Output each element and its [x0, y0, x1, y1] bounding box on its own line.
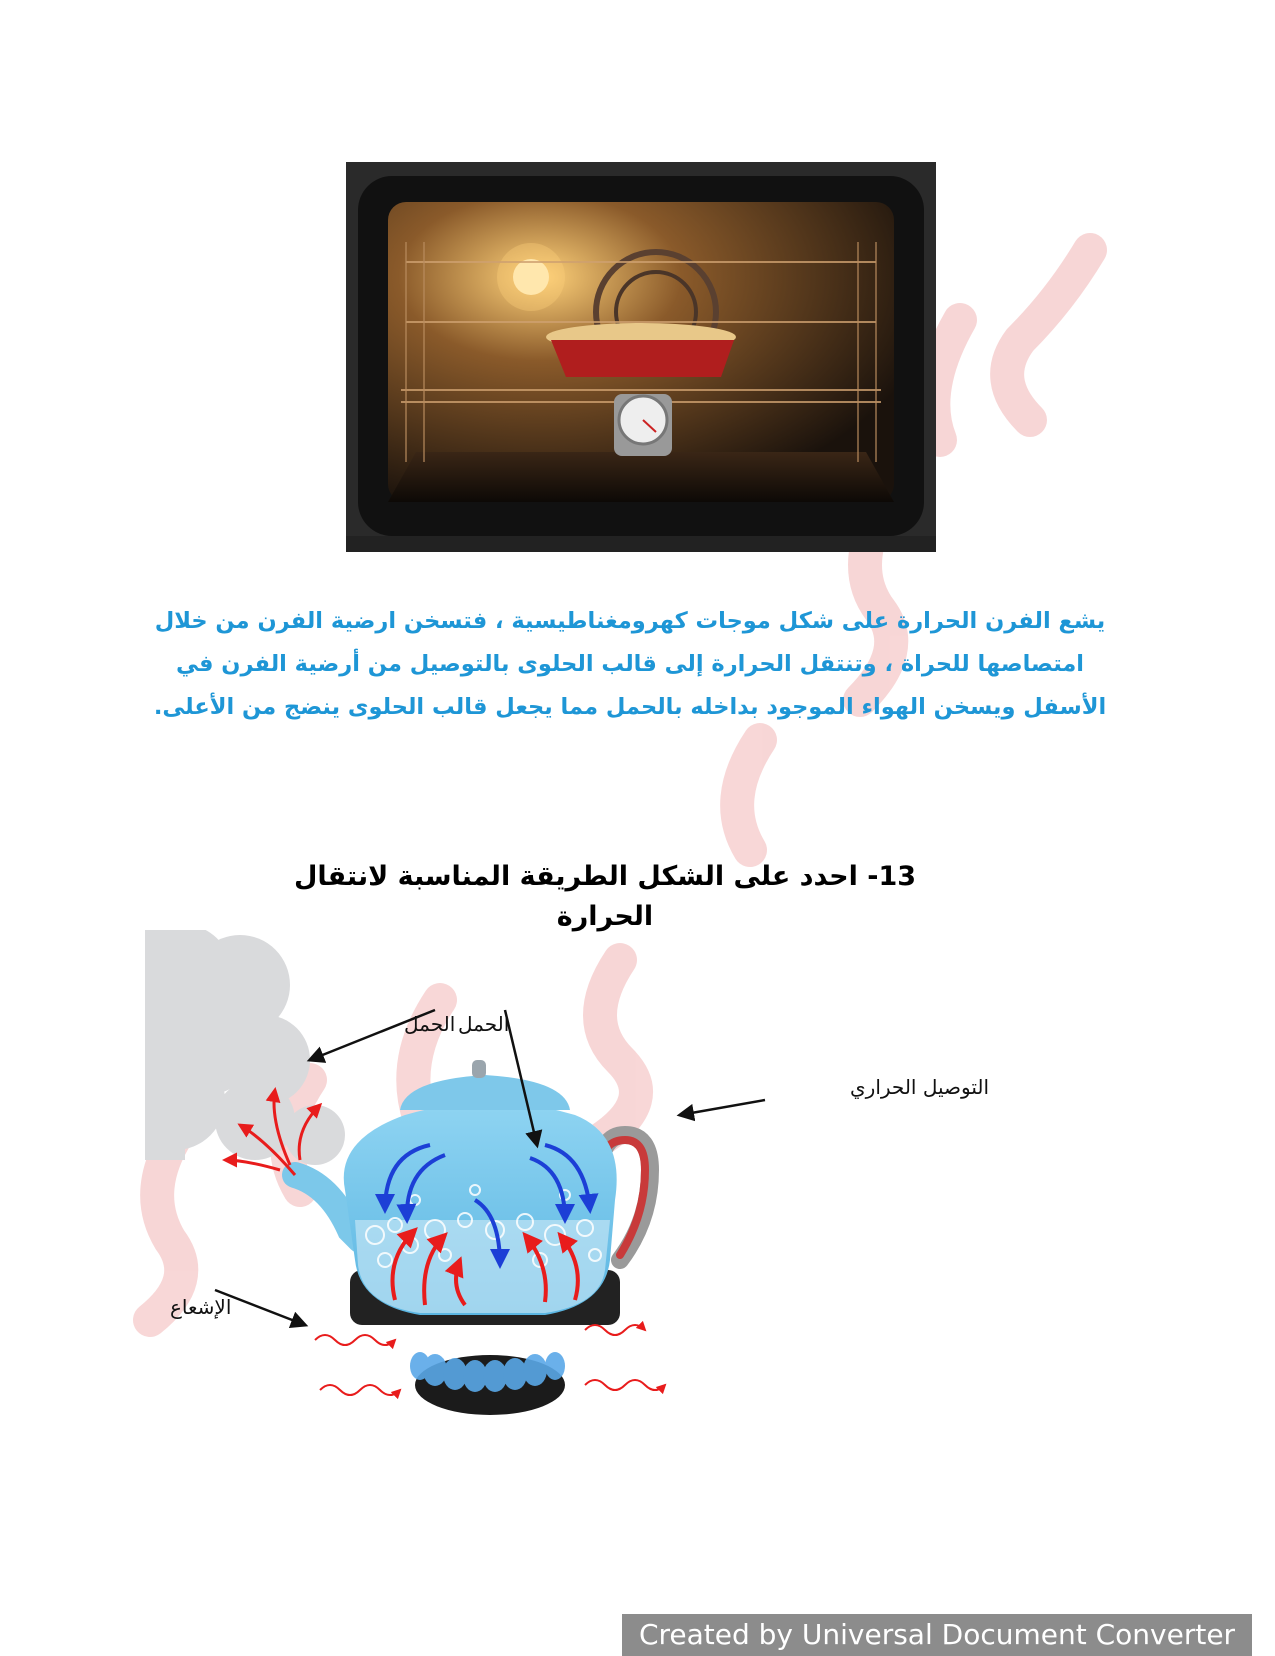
footer-banner: Created by Universal Document Converter [622, 1614, 1252, 1656]
oven-caption: يشع الفرن الحرارة على شكل موجات كهرومغناطيسية ، فتسخن ارضية الفرن من خلال امتصاصها للحراة ، وتنتقل الحرارة إلى قالب الحلوى بالتوصيل من أرضية الفرن في الأسفل ويسخن الهواء الموجود بداخله بالحمل مما يجعل قالب الحلوى ينضج من الأعلى. [153, 608, 1107, 720]
question-13: 13- احدد على الشكل الطريقة المناسبة لانتقال الحرارة [293, 861, 917, 932]
label-conduction: التوصيل الحراري [850, 1075, 990, 1099]
oven-photo [346, 162, 936, 552]
kettle-diagram [145, 930, 1125, 1460]
label-convection-left: الحمل [404, 1012, 456, 1036]
label-convection-right: الحمل [458, 1012, 510, 1036]
label-radiation: الإشعاع [170, 1295, 232, 1319]
